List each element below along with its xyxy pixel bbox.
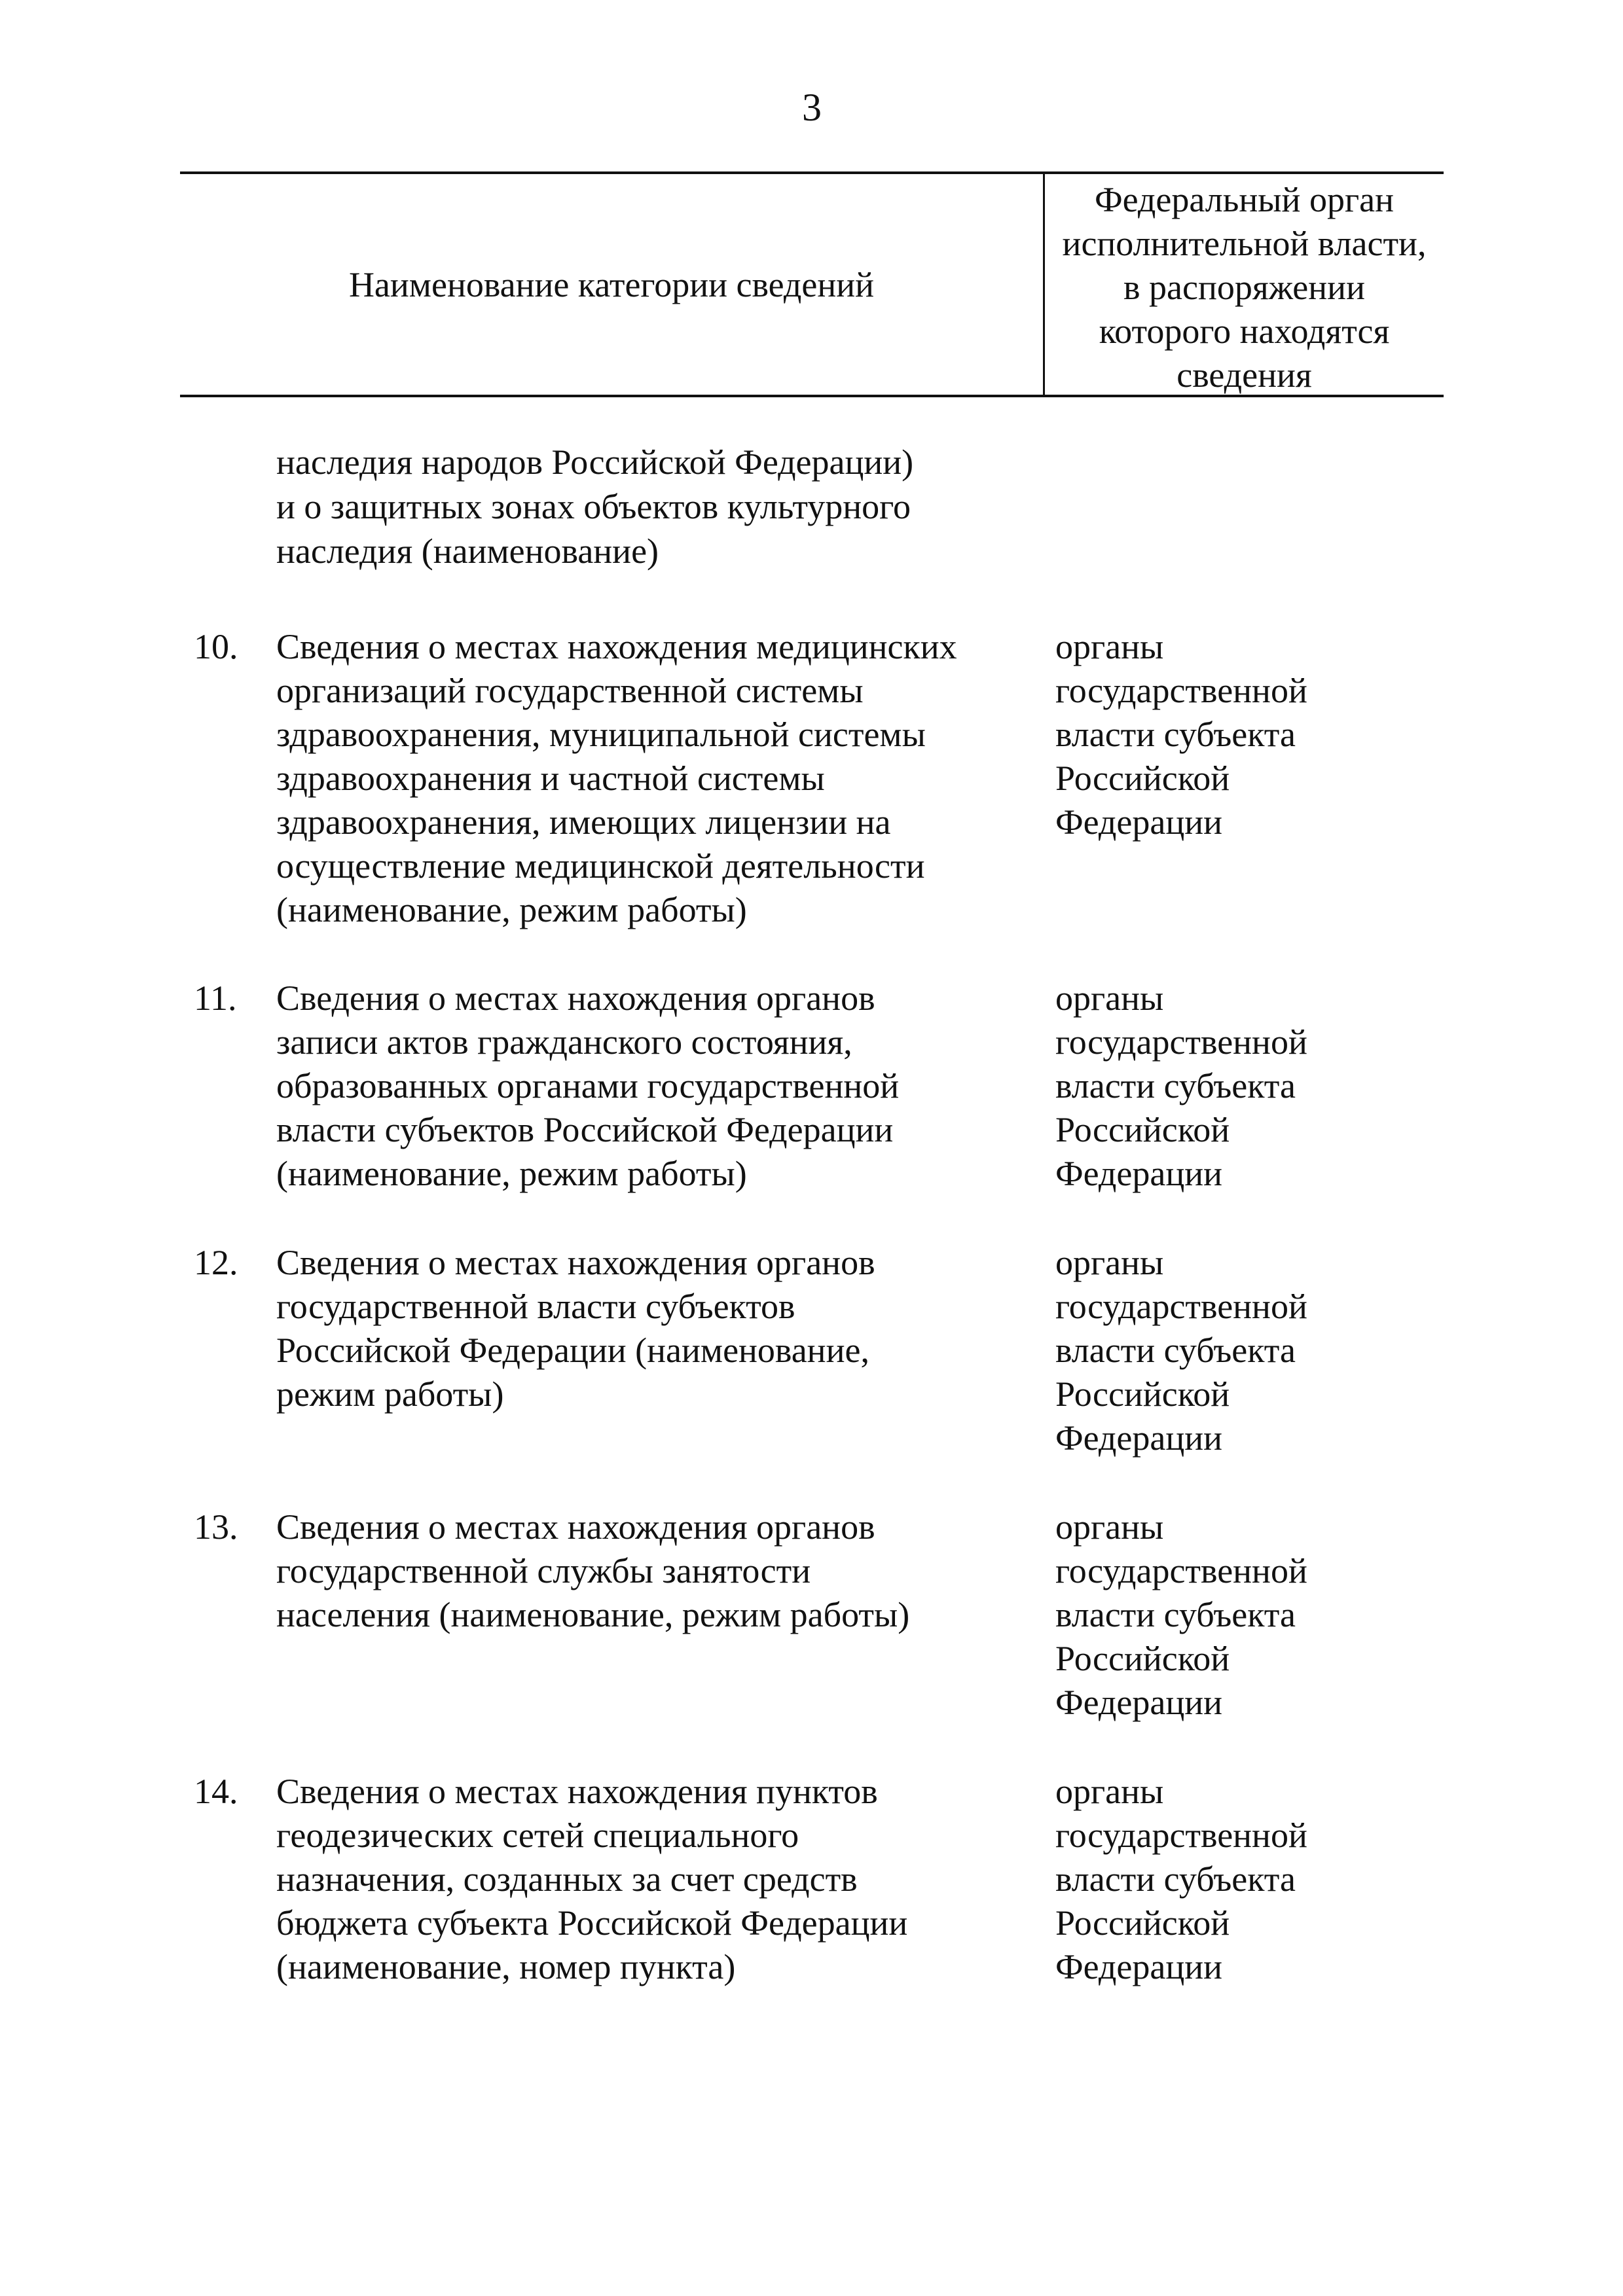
row-number: 11.: [194, 978, 237, 1018]
header-federal-body: Федеральный орган исполнительной власти, в распоряжении которого находятся сведения: [1062, 180, 1427, 395]
row-number: 14.: [194, 1772, 238, 1811]
row-category-text: Сведения о местах нахождения медицинских организаций государственной системы здравоохранения, муниципальной системы здравоохранения и частной системы здравоохранения, имеющих лицензии на осуществление медицинской деятельности (наименование, режим работы): [276, 627, 957, 929]
row-authority-text: органы государственной власти субъекта Российской Федерации: [1055, 978, 1307, 1193]
header-category-name-text: Наименование категории сведений: [348, 264, 875, 304]
row-number: 12.: [194, 1243, 238, 1282]
row-number: 13.: [194, 1507, 238, 1547]
row-authority-text: органы государственной власти субъекта Российской Федерации: [1055, 1243, 1307, 1458]
row-category-text: Сведения о местах нахождения органов записи актов гражданского состояния, образованных органами государственной власти субъектов Российской Федерации (наименование, режим работы): [276, 978, 900, 1193]
row-authority-text: органы государственной власти субъекта Российской Федерации: [1055, 1772, 1307, 1986]
row-category-text: Сведения о местах нахождения органов государственной власти субъектов Российской Федерации (наименование, режим работы): [276, 1243, 875, 1414]
header-category-name: [180, 174, 1043, 395]
row-number: 10.: [194, 627, 238, 666]
continued-row-text: наследия народов Российской Федерации) и о защитных зонах объектов культурного наследия (наименование): [276, 442, 914, 571]
page-number: 3: [802, 86, 822, 129]
row-category-text: Сведения о местах нахождения органов государственной службы занятости населения (наименование, режим работы): [276, 1507, 910, 1634]
row-authority-text: органы государственной власти субъекта Российской Федерации: [1055, 627, 1307, 842]
row-authority-text: органы государственной власти субъекта Российской Федерации: [1055, 1507, 1307, 1722]
table-header: [180, 171, 1444, 397]
row-category-text: Сведения о местах нахождения пунктов геодезических сетей специального назначения, созданных за счет средств бюджета субъекта Российской Федерации (наименование, номер пункта): [276, 1772, 908, 1986]
